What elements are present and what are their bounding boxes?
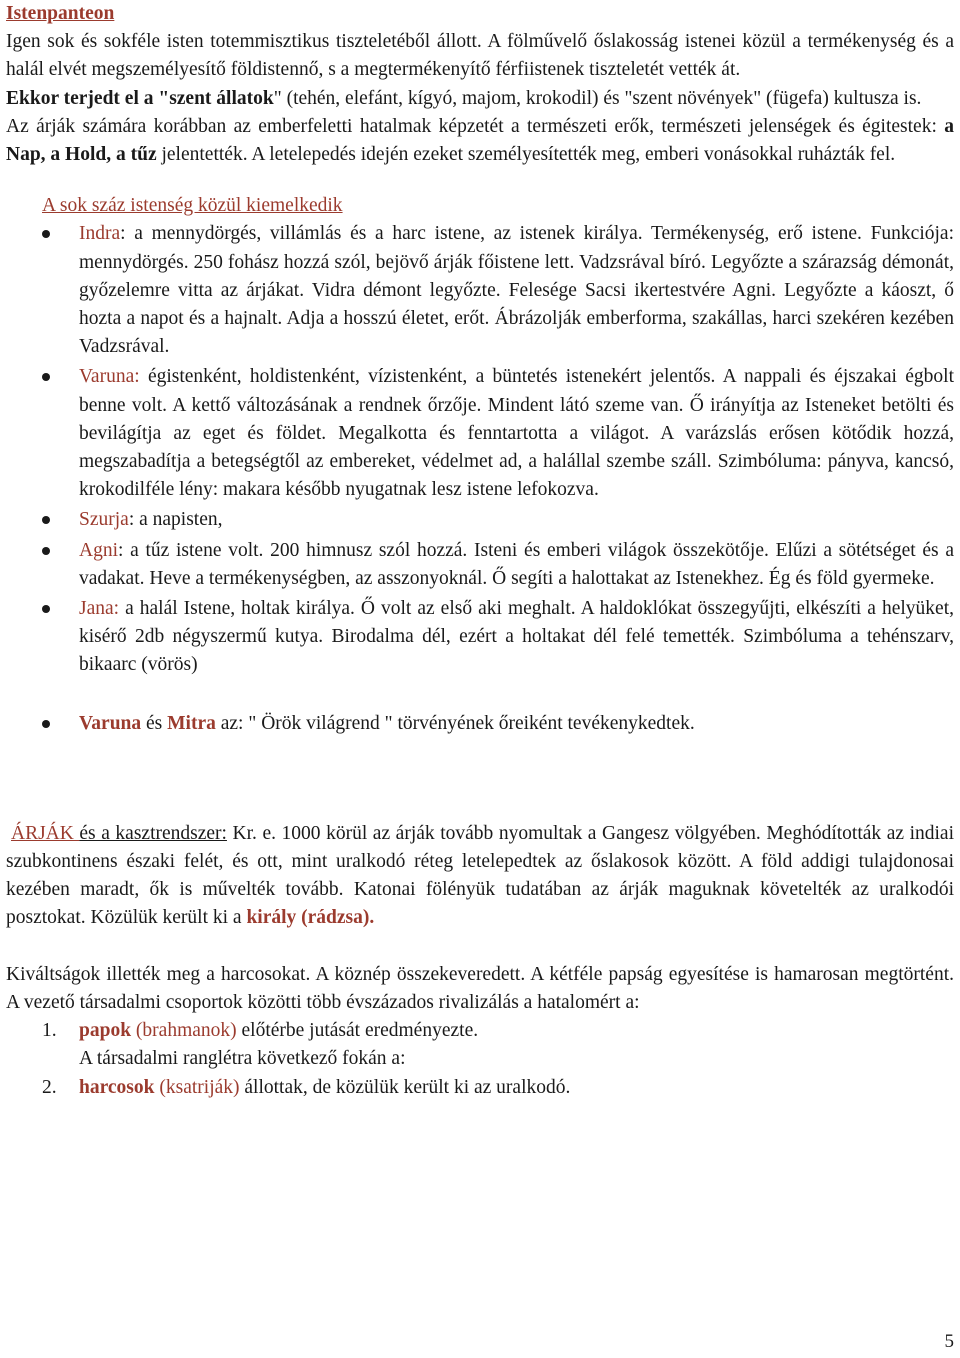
bullet-icon [42,605,50,613]
caste-list [6,1017,954,1102]
bullet-icon [42,720,50,728]
list-item-szurja: Szurja: a napisten, [6,506,954,534]
document-page [6,0,954,1102]
section-gods [6,192,954,738]
list-item-agni: Agni: a tűz istene volt. 200 himnusz szól hozzá. Isteni és emberi világok összekötője. Elűzi a sötétséget és a vadakat. Heve a termékenységben, az asszonyoknál. Ő segíti a halottakat az Istenekhez. Ég és föld gyermeke. [6,537,954,593]
section-heading: Istenpanteon [6,3,115,24]
gods-list [6,220,954,737]
paragraph-1: Igen sok és sokféle isten totemmisztikus tiszteletéből állott. A fölművelő őslakosság istenei közül a termékenység és a halál elvét megszemélyesítő földistennő, s a megtermékenyítő férfiistenek tiszteletét vették át. [6,31,954,81]
list-item-varuna: Varuna: égistenként, holdistenként, vízistenként, a büntetés istenekért jelentős. A nappali és éjszakai égbolt benne volt. A kettő változásának a rendnek őrzője. Mindent látó szeme van. Ő irányítja az Isteneket betölti és bevilágítja az eget és földet. Megalkotta és fenntartotta a világot. A varázslás erősen kötődik hozzá, megszabadítja a betegségtől az embereket, védelmet ad, a halállal szembe száll. Szimbóluma: pányva, kancsó, krokodilféle lény: makara később nyugatnak lesz istene lefokozva. [6,363,954,504]
list-item-varuna-mitra: Varuna és Mitra az: " Örök világrend " törvényének őreiként tevékenykedtek. [6,710,954,738]
paragraph-2: Ekkor terjedt el a "szent állatok" (tehén, elefánt, kígyó, majom, krokodil) és "szent növények" (fügefa) kultusza is. [6,87,922,109]
list-item-harcosok: 2. harcosok (ksatriják) állottak, de közülük került ki az uralkodó. [42,1076,571,1098]
gods-heading: A sok száz istenség közül kiemelkedik [42,195,343,217]
list-item-papok: 1. papok (brahmanok) előtérbe jutását eredményezte. A társadalmi ranglétra következő fokán a: [42,1020,479,1070]
paragraph-3: Az árják számára korábban az emberfeletti hatalmak képzetét a természeti erők, természeti jelenségek és égitestek: a Nap, a Hold, a tűz jelentették. A letelepedés idején ezeket személyesítették meg, emberi vonásokkal ruházták fel. [6,115,954,166]
bullet-icon [42,516,50,524]
section-arjak [6,820,954,1102]
privileges-paragraph: Kiváltságok illették meg a harcosokat. A köznép összekeveredett. A kétféle papság egyesítése is hamarosan megtörtént. A vezető társadalmi csoportok közötti több évszázados rivalizálás a hatalomért a: [6,963,954,1013]
page-number: 5 [944,1330,954,1352]
arjak-paragraph: ÁRJÁK és a kasztrendszer: Kr. e. 1000 körül az árják tovább nyomultak a Gangesz völgyében. Meghódították az indiai szubkontinens északi felét, és ott, mint uralkodó réteg letelepedtek az őslakosok között. A föld addigi tulajdonosai kezében maradt, ők is művelték tovább. Katonai fölényük tudatában az árják maguknak követelték az uralkodói posztokat. Közülük került ki a király (rádzsa). [6,822,954,929]
bullet-icon [42,547,50,555]
list-item-jana: Jana: a halál Istene, holtak királya. Ő volt az első aki meghalt. A haldoklókat összegyűjti, elkészíti a helyüket, kisérő 2db négyszermű kutya. Birodalma dél, ezért a holtakat dél felé temették. Szimbóluma a tehénszarv, bikaarc (vörös) [6,595,954,680]
bullet-icon [42,230,50,238]
list-item-indra: Indra: a mennydörgés, villámlás és a harc istene, az istenek királya. Termékenység, erő istene. Funkciója: mennydörgés. 250 fohász hozzá szól, bejövő árják főistene lett. Vadzsrával bíró. Legyőzte a szárazság démonát, győzelemre vitta az árjákat. Vidra démont legyőzte. Felesége Sacsi ikertestvére Agni. Legyőzte a káoszt, ő hozta a napot és a hajnalt. Adja a hosszú életet, erőt. Ábrázolják emberforma, szakállas, harci szekéren kezében Vadzsrával. [6,220,954,361]
bullet-icon [42,373,50,381]
section-istenpanteon [6,0,954,169]
